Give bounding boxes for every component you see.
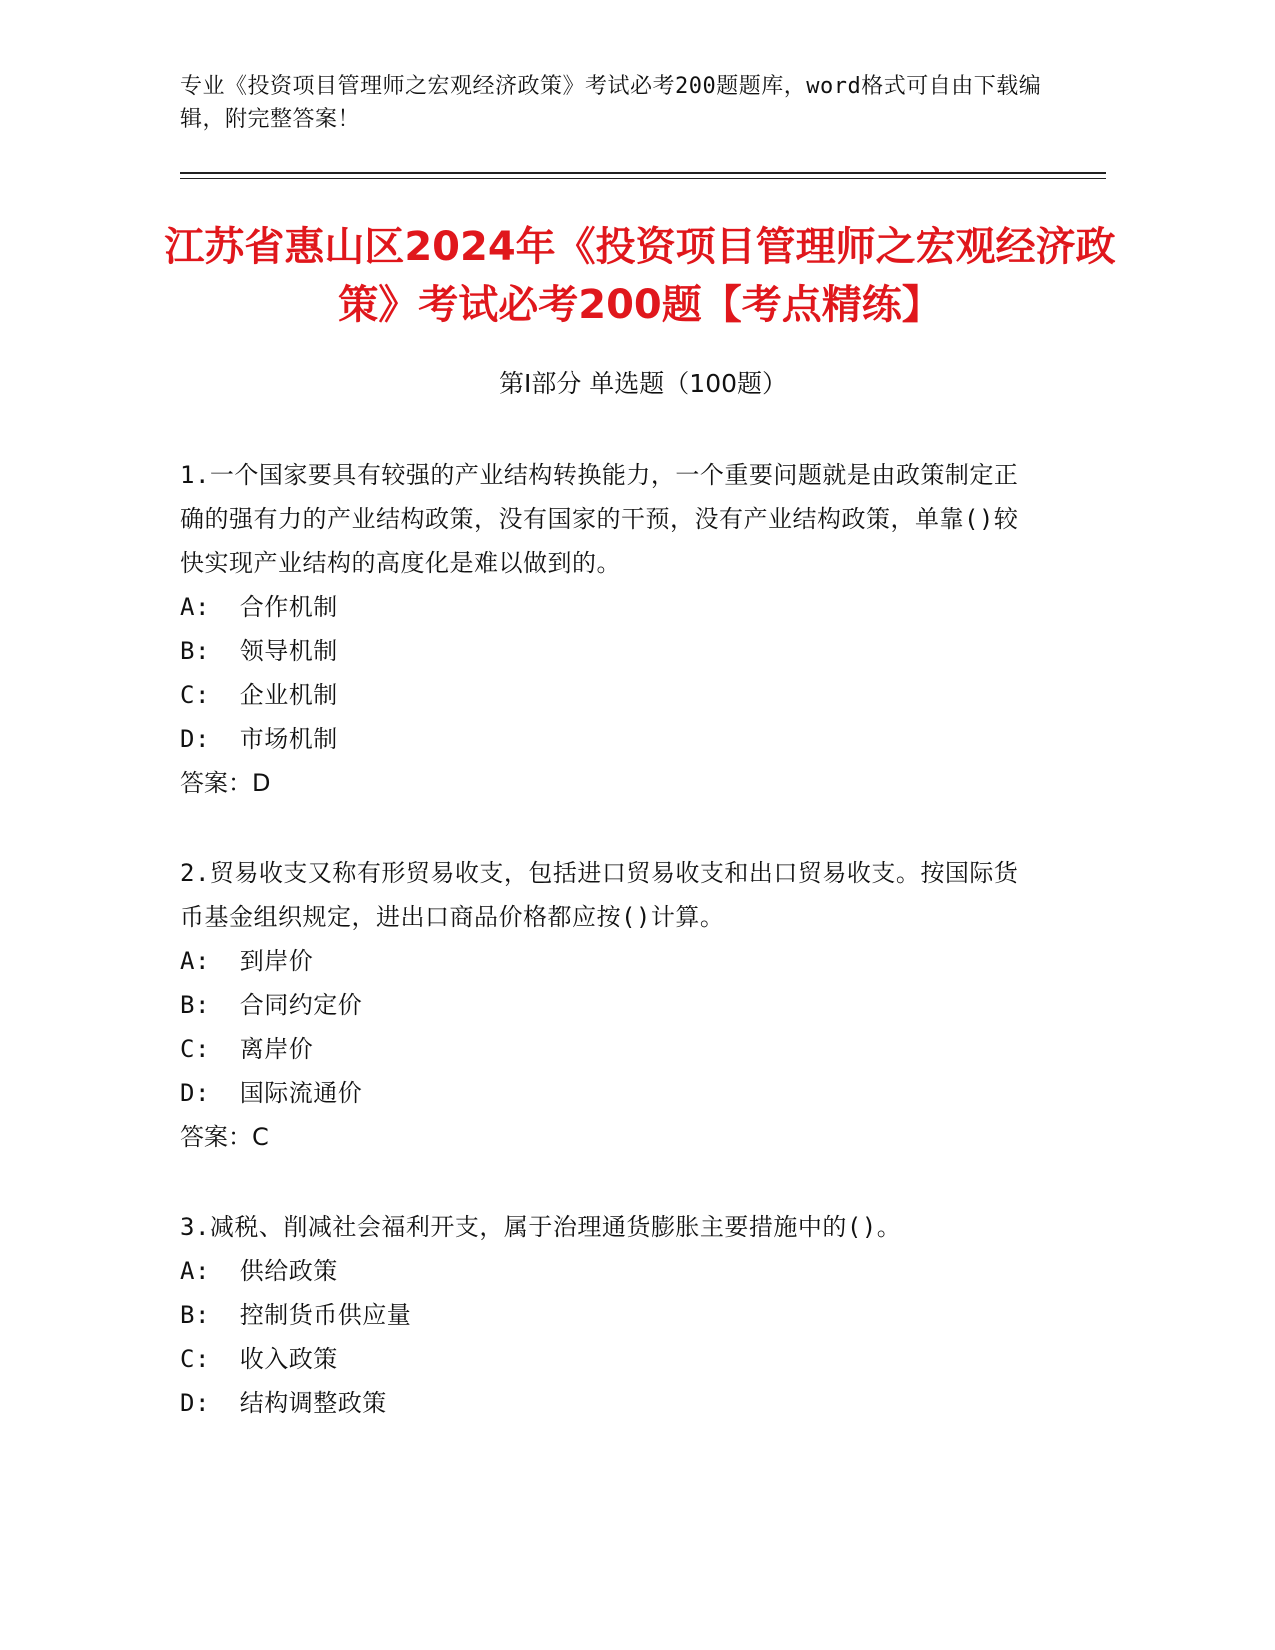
option-a: A: 到岸价 [180,947,314,975]
option-d: D: 结构调整政策 [180,1389,387,1417]
header-note: 专业《投资项目管理师之宏观经济政策》考试必考200题题库，word格式可自由下载编辑，附完整答案！ [180,74,1042,132]
option-a: A: 合作机制 [180,593,338,621]
option-b: B: 领导机制 [180,637,338,665]
option-a: A: 供给政策 [180,1257,338,1285]
question-stem: 2.贸易收支又称有形贸易收支，包括进口贸易收支和出口贸易收支。按国际货币基金组织规定，进出口商品价格都应按()计算。 [180,859,1019,931]
option-b: B: 控制货币供应量 [180,1301,412,1329]
option-b: B: 合同约定价 [180,991,363,1019]
document-title: 江苏省惠山区2024年《投资项目管理师之宏观经济政策》考试必考200题【考点精练】 [164,224,1116,328]
header-divider-thick [180,172,1106,174]
option-c: C: 收入政策 [180,1345,338,1373]
header-divider-thin [180,178,1106,179]
question-list [180,453,1030,1471]
answer-line: 答案：D [180,769,271,797]
part-heading: 第Ⅰ部分 单选题（100题） [498,369,788,398]
question-stem: 3.减税、削减社会福利开支，属于治理通货膨胀主要措施中的()。 [180,1213,902,1241]
option-c: C: 离岸价 [180,1035,314,1063]
answer-line: 答案：C [180,1123,269,1151]
option-d: D: 市场机制 [180,725,338,753]
question-3 [180,1205,1030,1425]
question-1 [180,453,1030,805]
option-d: D: 国际流通价 [180,1079,363,1107]
question-2 [180,851,1030,1159]
question-stem: 1.一个国家要具有较强的产业结构转换能力，一个重要问题就是由政策制定正确的强有力的产业结构政策，没有国家的干预，没有产业结构政策，单靠()较快实现产业结构的高度化是难以做到的。 [180,461,1019,577]
option-c: C: 企业机制 [180,681,338,709]
